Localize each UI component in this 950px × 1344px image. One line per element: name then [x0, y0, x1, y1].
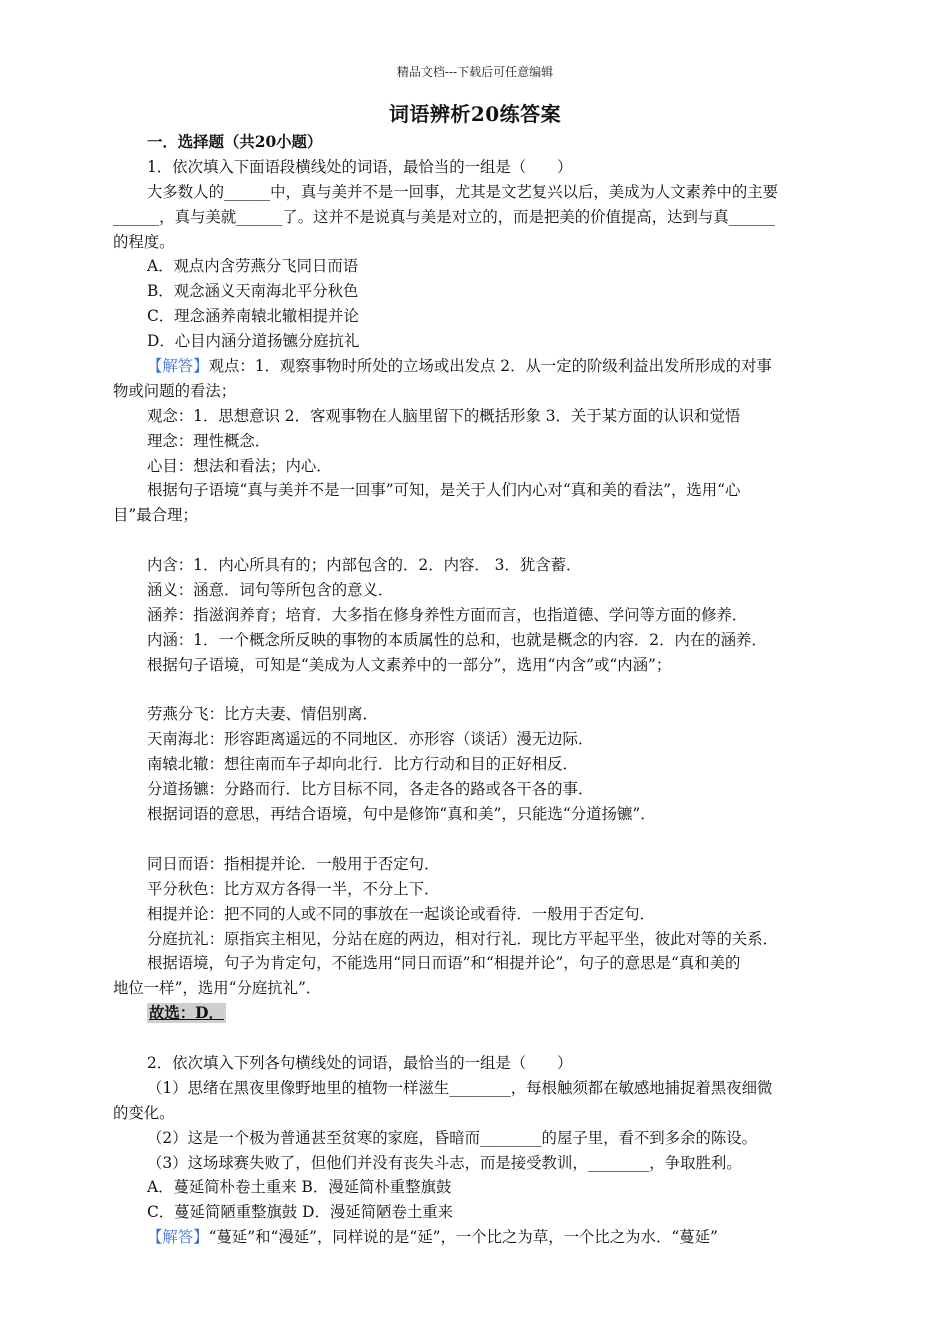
line-text: B．观念涵义天南海北平分秋色	[147, 282, 359, 301]
text-line	[113, 1200, 838, 1225]
text-line	[113, 578, 838, 603]
text-line	[113, 454, 838, 479]
text-line	[113, 727, 838, 752]
line-text: 1．依次填入下面语段横线处的词语，最恰当的一组是（ ）	[147, 157, 573, 176]
line-text: 一．选择题（共20小题）	[147, 133, 323, 151]
text-line	[113, 230, 838, 255]
text-line	[113, 1225, 838, 1250]
text-line	[113, 404, 838, 429]
text-line	[113, 254, 838, 279]
line-text: 天南海北：形容距离遥远的不同地区．亦形容（谈话）漫无边际．	[147, 730, 594, 749]
line-text: 理念：理性概念．	[147, 431, 271, 450]
line-text: A．蔓延简朴卷土重来 B．漫延简朴重整旗鼓	[147, 1178, 452, 1197]
text-line	[113, 503, 838, 528]
blank-line	[113, 1026, 838, 1051]
line-text: 的程度。	[113, 232, 175, 251]
text-line	[113, 702, 838, 727]
line-text: 根据词语的意思，再结合语境，句中是修饰“真和美”，只能选“分道扬镳”．	[147, 805, 656, 824]
line-text: 2．依次填入下列各句横线处的词语，最恰当的一组是（ ）	[147, 1053, 573, 1072]
text-line	[113, 976, 838, 1001]
line-text: （1）思绪在黑夜里像野地里的植物一样滋生________，每根触须都在敏感地捕捉着黑夜细微	[147, 1078, 773, 1097]
line-text: 涵养：指滋润养育；培育．大多指在修身养性方面而言，也指道德、学问等方面的修养．	[147, 605, 748, 624]
text-line	[113, 1101, 838, 1126]
blank-line	[113, 528, 838, 553]
text-line	[113, 155, 838, 180]
text-line	[113, 628, 838, 653]
line-text: 大多数人的______中，真与美并不是一回事，尤其是文艺复兴以后，美成为人文素养中的主要	[147, 182, 779, 201]
line-text: 相提并论：把不同的人或不同的事放在一起谈论或看待．一般用于否定句．	[147, 904, 655, 923]
line-text: 地位一样”，选用“分庭抗礼”．	[113, 979, 322, 998]
line-text: 分庭抗礼：原指宾主相见，分站在庭的两边，相对行礼．现比方平起平坐，彼此对等的关系．	[147, 929, 779, 948]
line-text: 物或问题的看法；	[113, 381, 237, 400]
text-line	[113, 553, 838, 578]
text-line	[113, 429, 838, 454]
line-text: （3）这场球赛失败了，但他们并没有丧失斗志，而是接受教训，________，争取胜利。	[147, 1153, 742, 1172]
line-text: 根据句子语境“真与美并不是一回事”可知，是关于人们内心对“真和美的看法”，选用“心	[147, 481, 741, 500]
line-text: C．蔓延简陋重整旗鼓 D．漫延简陋卷土重来	[147, 1203, 454, 1222]
text-line	[113, 180, 838, 205]
line-text: ______，真与美就______了。这并不是说真与美是对立的，而是把美的价值提高，达到与真______	[113, 207, 775, 226]
line-text: 观点：1．观察事物时所处的立场或出发点 2．从一定的阶级利益出发所形成的对事	[208, 357, 772, 376]
document-body	[113, 130, 838, 1250]
line-text: 内涵：1．一个概念所反映的事物的本质属性的总和，也就是概念的内容．2．内在的涵养．	[147, 630, 767, 649]
text-line	[113, 279, 838, 304]
text-line	[113, 902, 838, 927]
text-line	[113, 927, 838, 952]
line-text: D．心目内涵分道扬镳分庭抗礼	[147, 332, 360, 351]
line-text: 观念：1．思想意识 2．客观事物在人脑里留下的概括形象 3．关于某方面的认识和觉悟	[147, 406, 741, 425]
line-text: 的变化。	[113, 1103, 175, 1122]
page-header: 精品文档---下载后可任意编辑	[396, 65, 554, 79]
line-text: 心目：想法和看法；内心．	[147, 456, 332, 475]
blank-line	[113, 827, 838, 852]
text-line	[113, 1151, 838, 1176]
text-line	[113, 379, 838, 404]
text-line	[113, 1126, 838, 1151]
text-line	[113, 1076, 838, 1101]
text-line	[113, 653, 838, 678]
text-line	[113, 304, 838, 329]
line-text: 平分秋色：比方双方各得一半，不分上下．	[147, 879, 440, 898]
line-text: “蔓延”和“漫延”，同样说的是“延”，一个比之为草，一个比之为水．“蔓延”	[208, 1228, 718, 1247]
answer-conclusion: 故选：D．	[149, 1004, 224, 1023]
line-text: 涵义：涵意．词句等所包含的意义．	[147, 581, 394, 600]
text-line	[113, 329, 838, 354]
text-line	[113, 603, 838, 628]
text-line	[113, 802, 838, 827]
text-line	[113, 951, 838, 976]
line-text: A．观点内含劳燕分飞同日而语	[147, 257, 359, 276]
text-line	[113, 777, 838, 802]
text-line	[113, 1001, 838, 1026]
line-text: 南辕北辙：想往南而车子却向北行．比方行动和目的正好相反．	[147, 755, 578, 774]
text-line	[113, 1051, 838, 1076]
text-line	[113, 354, 838, 379]
text-line	[113, 1175, 838, 1200]
page-title: 词语辨析20练答案	[388, 102, 562, 126]
line-text: （2）这是一个极为普通甚至贫寒的家庭，昏暗而________的屋子里，看不到多余的陈设。	[147, 1128, 758, 1147]
blank-line	[113, 678, 838, 703]
line-text: 分道扬镳：分路而行．比方目标不同，各走各的路或各干各的事．	[147, 780, 594, 799]
text-line	[113, 205, 838, 230]
text-line	[113, 478, 838, 503]
section-heading	[113, 130, 838, 155]
line-text: 根据语境，句子为肯定句，不能选用“同日而语”和“相提并论”，句子的意思是“真和美的	[147, 954, 741, 973]
text-line	[113, 877, 838, 902]
line-text: 劳燕分飞：比方夫妻、情侣别离．	[147, 705, 378, 724]
text-line	[113, 852, 838, 877]
answer-tag: 【解答】	[147, 357, 209, 376]
line-text: 同日而语：指相提并论．一般用于否定句．	[147, 854, 440, 873]
line-text: 目”最合理；	[113, 506, 198, 525]
line-text: 内含：1．内心所具有的；内部包含的．2．内容． 3．犹含蓄．	[147, 556, 582, 575]
answer-tag: 【解答】	[147, 1228, 209, 1247]
line-text: C．理念涵养南辕北辙相提并论	[147, 307, 359, 326]
text-line	[113, 752, 838, 777]
line-text: 根据句子语境，可知是“美成为人文素养中的一部分”，选用“内含”或“内涵”；	[147, 655, 672, 674]
